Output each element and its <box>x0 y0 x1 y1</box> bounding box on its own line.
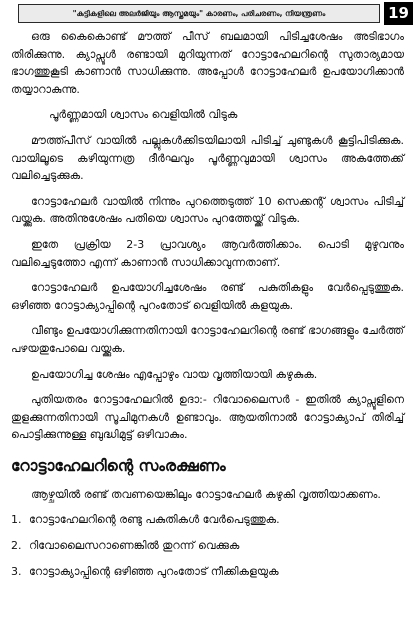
paragraph-rinse-mouth: ഉപയോഗിച്ച ശേഷം എപ്പോഴും വായ വൃത്തിയായി കഴുകുക. <box>31 367 318 381</box>
instruction-exhale: പൂർണ്ണമായി ശ്വാസം വെളിയിൽ വിടുക <box>49 108 238 122</box>
paragraph-revolizer: പുതിയതരം റോട്ടാഹേലറിൽ ഉദാ:- റിവോലൈസർ - ഇതിൽ ക്യാപ്സൂളിനെ തുളക്കുന്നതിനായി സൂചിമുനകൾ ഉണ്ടാവും. ആയതിനാൽ റോട്ടാക്യാപ് തിരിച്ച് പൊട്ടിക്കുന്നുള്ള ബുദ്ധിമുട്ട് ഒഴിവാകും. <box>11 393 404 442</box>
page-number: 19 <box>384 2 413 25</box>
paragraph-capsule-split: ഒരു കൈകൊണ്ട് മൗത്ത് പീസ് ബലമായി പിടിച്ചശേഷം അടിഭാഗം തിരിക്കുന്നു. ക്യാപ്സൂൾ രണ്ടായി മുറിയുന്നത് റോട്ടാഹേലറിന്റെ സുതാര്യമായ ഭാഗത്തുകൂടി കാണാൻ സാധിക്കുന്നു. അപ്പോൾ റോട്ടാഹേലർ ഉപയോഗിക്കാൻ തയ്യാറാകുന്നു. <box>11 30 404 96</box>
list-text: റിവോലൈസറാണെങ്കിൽ തുറന്ന് വെക്കുക <box>29 539 240 553</box>
header-title: "കുട്ടികളിലെ അലർജിയും ആസ്തമയും" കാരണം, പരിചരണം, നിയന്ത്രണം <box>72 9 326 18</box>
paragraph-inhale: മൗത്ത്പീസ് വായിൽ പല്ലുകൾക്കിടയിലായി പിടിച്ച് ചുണ്ടുകൾ കൂട്ടിപിടിക്കുക. വായിലൂടെ കഴിയുന്നത്ര ദീർഘവും പൂർണ്ണവുമായി ശ്വാസം അകത്തേക്ക് വലിച്ചെടുക്കുക. <box>11 133 404 183</box>
list-item <box>11 563 404 581</box>
paragraph-reassemble: വീണ്ടും ഉപയോഗിക്കുന്നതിനായി റോട്ടാഹേലറിന്റെ രണ്ട് ഭാഗങ്ങളും ചേർത്ത് പഴയതുപോലെ വയ്ക്കുക. <box>11 324 404 355</box>
list-text: റോട്ടാക്യാപ്പിന്റെ ഒഴിഞ്ഞ പുറംതോട് നീക്കികളയുക <box>29 564 279 578</box>
paragraph-separate-halves: റോട്ടാഹേലർ ഉപയോഗിച്ചശേഷം രണ്ട് പകുതികളും വേർപ്പെടുത്തുക. ഒഴിഞ്ഞ റോട്ടാക്യാപ്പിന്റെ പുറംതോട് വെളിയിൽ കളയുക. <box>11 281 404 312</box>
paragraph-repeat: ഇതേ പ്രക്രിയ 2-3 പ്രാവശ്യം ആവർത്തിക്കാം. പൊടി മുഴുവനും വലിച്ചെടുത്തോ എന്ന് കാണാൻ സാധിക്കാവുന്നതാണ്. <box>11 237 404 269</box>
care-steps-list <box>11 511 404 580</box>
section-intro: ആഴ്ചയിൽ രണ്ട് തവണയെങ്കിലും റോട്ടാഹേലർ കഴുകി വൃത്തിയാക്കണം. <box>31 487 381 501</box>
section-heading: റോട്ടാഹേലറിന്റെ സംരക്ഷണം <box>11 456 226 475</box>
list-text: റോട്ടാഹേലറിന്റെ രണ്ടു പകുതികൾ വേർപെടുത്തുക. <box>29 513 280 527</box>
list-number: 3. <box>11 564 22 578</box>
page-body <box>0 28 415 643</box>
list-number: 1. <box>11 513 22 527</box>
list-number: 2. <box>11 539 22 553</box>
paragraph-hold-breath: റോട്ടാഹേലർ വായിൽ നിന്നും പുറത്തെടുത്ത് 10 സെക്കന്റ് ശ്വാസം പിടിച്ച് വയ്ക്കുക. അതിനുശേഷം പതിയെ ശ്വാസം പുറത്തേയ്ക്ക് വിടുക. <box>11 194 404 226</box>
running-header <box>18 4 380 23</box>
list-item <box>11 537 404 555</box>
list-item <box>11 511 404 529</box>
